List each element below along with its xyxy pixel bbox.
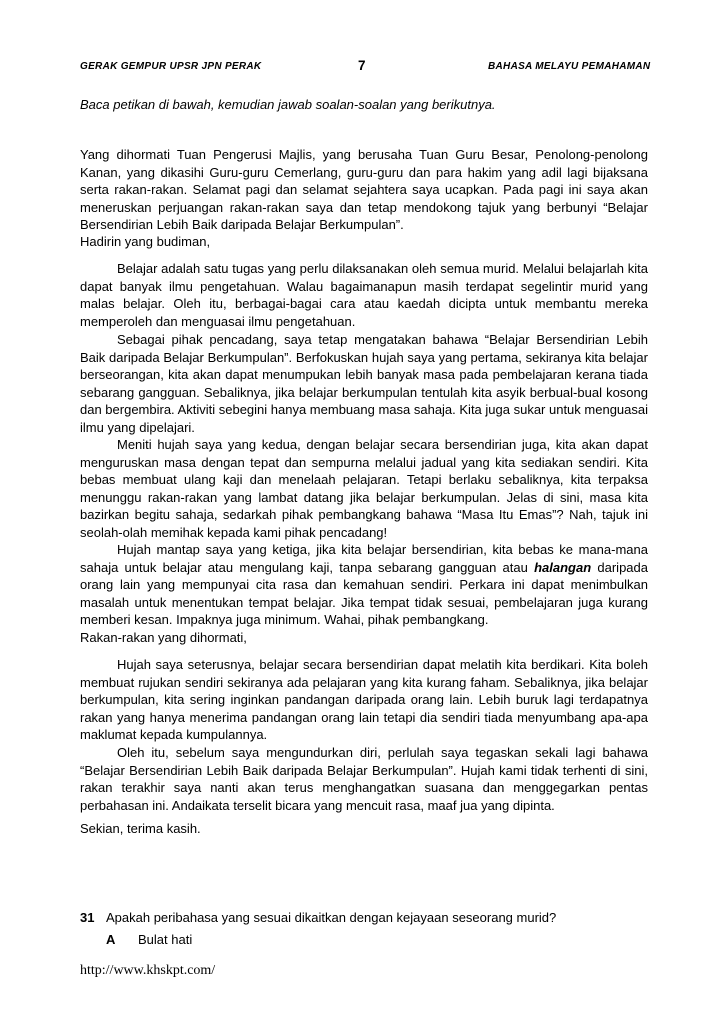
salutation-hadirin: Hadirin yang budiman,	[80, 234, 211, 249]
emphasized-word: halangan	[534, 559, 592, 575]
header-left-title: GERAK GEMPUR UPSR JPN PERAK	[80, 61, 262, 72]
option-text: Bulat hati	[138, 932, 193, 947]
answer-option-a	[106, 932, 192, 947]
header-right-title: BAHASA MELAYU PEMAHAMAN	[488, 61, 651, 72]
paragraph-5-text-end: daripada orang lain yang mempunyai cita rasa dan kemahuan sendiri. Perkara ini dapat menimbulkan masalah untuk menentukan tempat belajar. Jika tempat tidak sesuai, pembelajaran juga kurang memberi kesan. Impaknya juga minimum. Wahai, pihak pembangkang.	[80, 559, 648, 627]
instruction-text: Baca petikan di bawah, kemudian jawab soalan-soalan yang berikutnya.	[80, 97, 496, 112]
passage-paragraph-4: Meniti hujah saya yang kedua, dengan belajar secara bersendirian juga, kita akan dapat menguruskan masa dengan tepat dan sempurna melalui jadual yang kita sediakan sendiri. Kita bebas membuat ulang kaji dan menelaah pelajaran. Tetapi berlaku sebaliknya, kita terpaksa menunggu rakan-rakan yang lambat datang jika belajar berkumpulan. Jelas di sini, masa kita bazirkan begitu sahaja, sedarkah pihak pembangkang bahawa “Masa Itu Emas”? Nah, tajuk ini seolah-olah memihak kepada kami pihak pencadang!	[80, 437, 648, 540]
option-letter: A	[106, 932, 116, 947]
passage-paragraph-1: Yang dihormati Tuan Pengerusi Majlis, yang berusaha Tuan Guru Besar, Penolong-penolong Kanan, yang dikasihi Guru-guru Cemerlang, guru-guru dan para hakim yang adil lagi bijaksana serta rakan-rakan. Selamat pagi dan selamat sejahtera saya ucapkan. Pada pagi ini saya akan meneruskan perjuangan rakan-rakan saya dan tetap mendokong tajuk yang berbunyi “Belajar Bersendirian Lebih Baik daripada Belajar Berkumpulan”.	[80, 147, 648, 232]
passage-paragraph-2: Belajar adalah satu tugas yang perlu dilaksanakan oleh semua murid. Melalui belajarlah kita dapat banyak ilmu pengetahuan. Walau bagaimanapun masih terdapat segelintir murid yang malas belajar. Oleh itu, berbagai-bagai cara atau kaedah dicipta untuk membantu mereka memperoleh dan menguasai ilmu pengetahuan.	[80, 261, 648, 329]
closing-text: Sekian, terima kasih.	[80, 821, 201, 836]
passage-paragraph-3: Sebagai pihak pencadang, saya tetap mengatakan bahawa “Belajar Bersendirian Lebih Baik daripada Belajar Berkumpulan”. Berfokuskan hujah saya yang pertama, sekiranya kita belajar berseorangan, kita akan dapat menumpukan lebih banyak masa pada pembelajaran kerana tiada sebarang gangguan. Sebaliknya, jika belajar berkumpulan tentulah kita asyik berbual-bual kosong dan bergembira. Aktiviti sebegini hanya membuang masa sahaja. Kita juga sukar untuk menguasai ilmu yang dipelajari.	[80, 332, 649, 435]
paragraph-5-text-start: Hujah mantap saya yang ketiga, jika kita belajar bersendirian, kita bebas ke mana-mana sahaja untuk belajar atau mengulang kaji, tanpa sebarang gangguan atau	[80, 542, 648, 575]
passage-paragraph-7: Oleh itu, sebelum saya mengundurkan diri, perlulah saya tegaskan sekali lagi bahawa “Belajar Bersendirian Lebih Baik daripada Belajar Berkumpulan”. Hujah kami tidak terhenti di sini, rakan terakhir saya nanti akan terus menghangatkan suasana dan menggegarkan pentas perbahasan ini. Andaikata terselit bicara yang mencuit rasa, maaf jua yang dipinta.	[80, 745, 648, 813]
question-number: 31	[80, 910, 95, 925]
footer-url: http://www.khskpt.com/	[80, 963, 216, 978]
salutation-rakan: Rakan-rakan yang dihormati,	[80, 630, 247, 645]
passage-paragraph-6: Hujah saya seterusnya, belajar secara bersendirian dapat melatih kita berdikari. Kita boleh membuat rujukan sendiri sekiranya ada pelajaran yang kita kurang faham. Sebaliknya, jika belajar berkumpulan, kita sering inginkan pandangan daripada orang lain. Lebih buruk lagi terdapatnya rakan yang hanya menerima pandangan orang lain tetapi dia sendiri tiada menyumbang apa-apa maklumat kepada kumpulannya.	[80, 657, 648, 742]
page-number: 7	[358, 58, 366, 73]
question-text: Apakah peribahasa yang sesuai dikaitkan dengan kejayaan seseorang murid?	[106, 910, 557, 925]
question-31	[80, 910, 660, 925]
passage-paragraph-5	[80, 541, 648, 629]
